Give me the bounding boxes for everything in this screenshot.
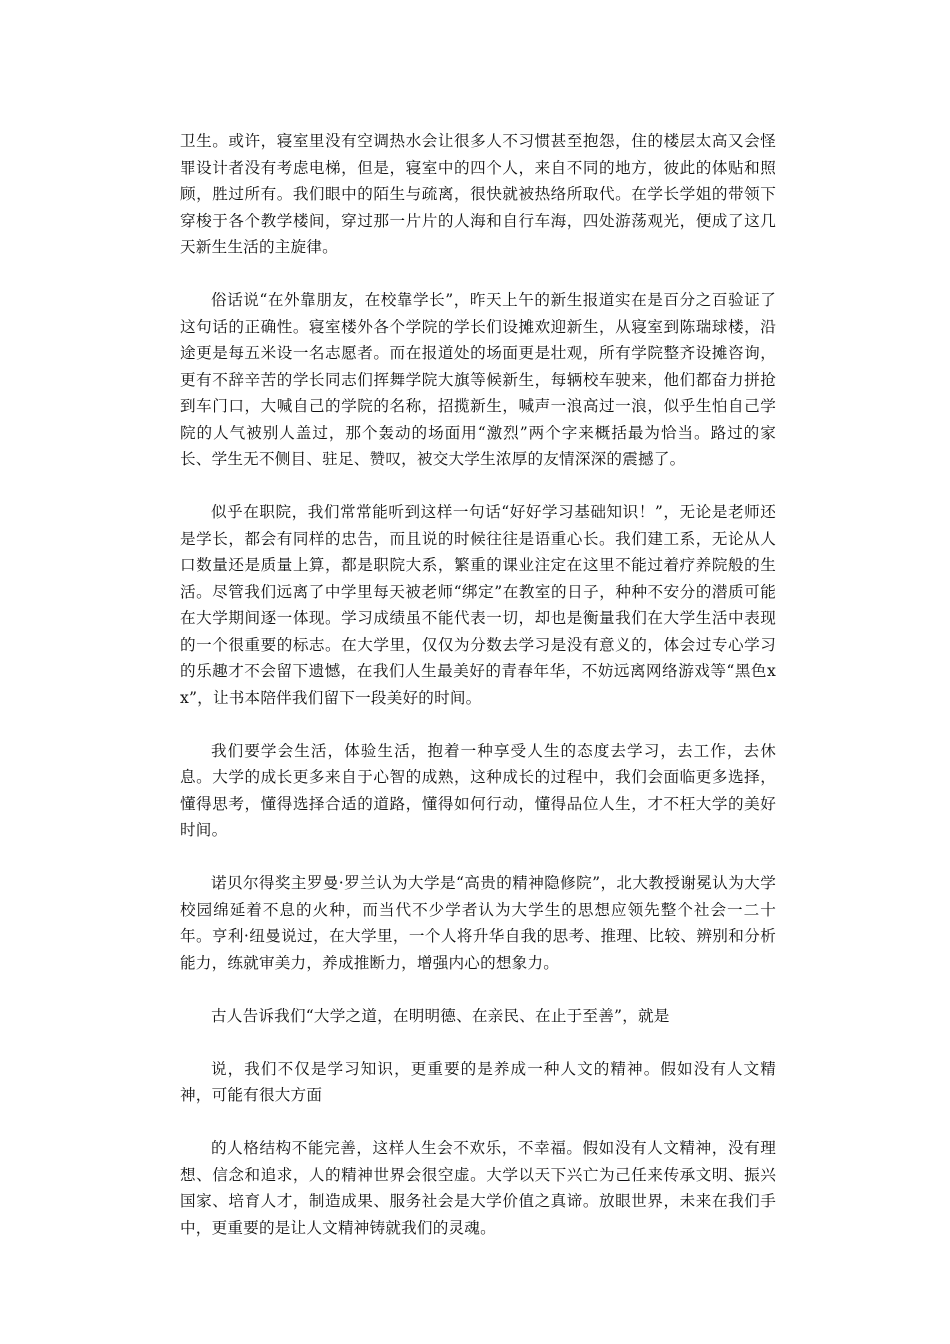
paragraph-5: 诺贝尔得奖主罗曼·罗兰认为大学是“高贵的精神隐修院”，北大教授谢冕认为大学校园绵延着不息的火种，而当代不少学者认为大学生的思想应领先整个社会一二十年。亨利·纽曼说过，在大学里，一个人将升华自我的思考、推理、比较、辨别和分析能力，练就审美力，养成推断力，增强内心的想象力。 — [180, 874, 776, 972]
paragraph-4: 我们要学会生活，体验生活，抱着一种享受人生的态度去学习，去工作，去休息。大学的成长更多来自于心智的成熟，这种成长的过程中，我们会面临更多选择，懂得思考，懂得选择合适的道路，懂得如何行动，懂得品位人生，才不枉大学的美好时间。 — [180, 741, 776, 839]
paragraph-3: 似乎在职院，我们常常能听到这样一句话“好好学习基础知识！”，无论是老师还是学长，都会有同样的忠告，而且说的时候往往是语重心长。我们建工系，无论从人口数量还是质量上算，都是职院大系，繁重的课业注定在这里不能过着疗养院般的生活。尽管我们远离了中学里每天被老师“绑定”在教室的日子，种种不安分的潜质可能在大学期间逐一体现。学习成绩虽不能代表一切，却也是衡量我们在大学生活中表现的一个很重要的标志。在大学里，仅仅为分数去学习是没有意义的，体会过专心学习的乐趣才不会留下遗憾，在我们人生最美好的青春年华，不妨远离网络游戏等“黑色xx”，让书本陪伴我们留下一段美好的时间。 — [180, 503, 776, 707]
document-body — [180, 128, 776, 1268]
paragraph-1: 卫生。或许，寝室里没有空调热水会让很多人不习惯甚至抱怨，住的楼层太高又会怪罪设计者没有考虑电梯，但是，寝室中的四个人，来自不同的地方，彼此的体贴和照顾，胜过所有。我们眼中的陌生与疏离，很快就被热络所取代。在学长学姐的带领下穿梭于各个教学楼间，穿过那一片片的人海和自行车海，四处游荡观光，便成了这几天新生生活的主旋律。 — [180, 132, 776, 256]
paragraph-2: 俗话说“在外靠朋友，在校靠学长”，昨天上午的新生报道实在是百分之百验证了这句话的正确性。寝室楼外各个学院的学长们设摊欢迎新生，从寝室到陈瑞球楼，沿途更是每五米设一名志愿者。而在报道处的场面更是壮观，所有学院整齐设摊咨询，更有不辞辛苦的学长同志们挥舞学院大旗等候新生，每辆校车驶来，他们都奋力拼抢到车门口，大喊自己的学院的名称，招揽新生，喊声一浪高过一浪，似乎生怕自己学院的人气被别人盖过，那个轰动的场面用“激烈”两个字来概括最为恰当。路过的家长、学生无不侧目、驻足、赞叹，被交大学生浓厚的友情深深的震撼了。 — [180, 291, 776, 468]
paragraph-8: 的人格结构不能完善，这样人生会不欢乐，不幸福。假如没有人文精神，没有理想、信念和追求，人的精神世界会很空虚。大学以天下兴亡为己任来传承文明、振兴国家、培育人才，制造成果、服务社会是大学价值之真谛。放眼世界，未来在我们手中，更重要的是让人文精神铸就我们的灵魂。 — [180, 1139, 776, 1237]
paragraph-7: 说，我们不仅是学习知识，更重要的是养成一种人文的精神。假如没有人文精神，可能有很大方面 — [180, 1059, 776, 1104]
paragraph-6: 古人告诉我们“大学之道，在明明德、在亲民、在止于至善”，就是 — [211, 1006, 670, 1025]
